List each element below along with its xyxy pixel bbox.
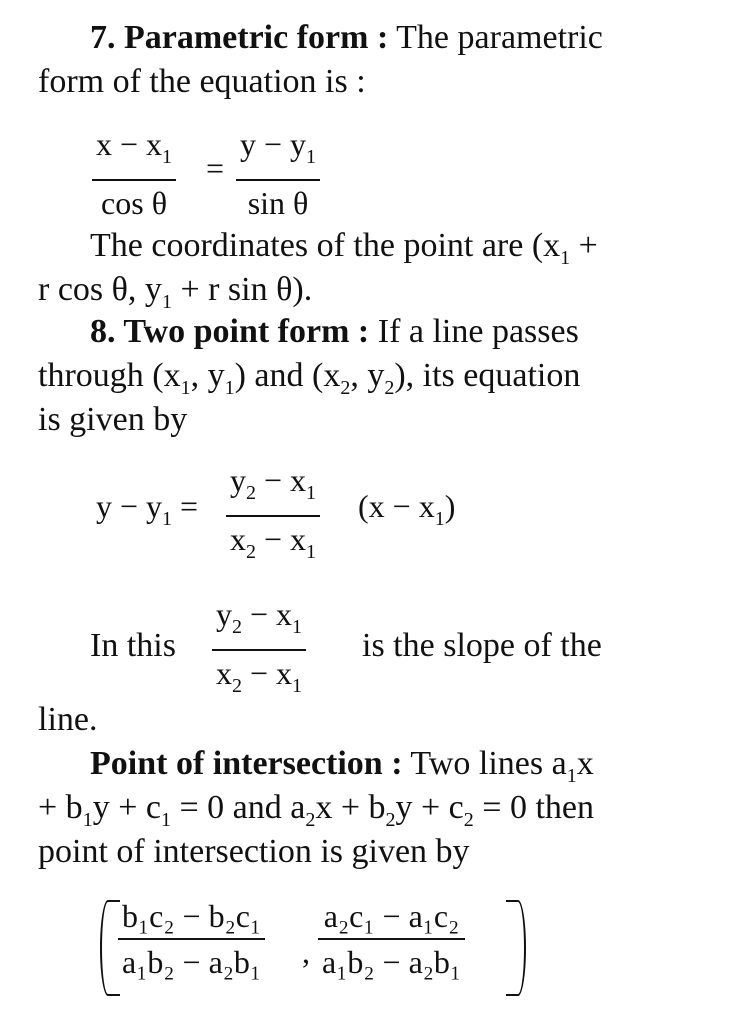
- sec7-line1: [90, 18, 710, 58]
- sec7-coord-line1: The coordinates of the point are ($x_1$ +: [90, 227, 598, 269]
- param-equals: =: [206, 150, 225, 186]
- sec7-intro: The parametric: [388, 19, 603, 56]
- sec7-line2: form of the equation is :: [38, 63, 366, 100]
- poi-line1: Point of intersection : Two lines $a_1x$: [90, 745, 594, 787]
- sec8-line2: through ($x_1$, $y_1$) and ($x_2$, $y_2$), its equation: [38, 357, 581, 399]
- slope-pre: In this: [90, 627, 176, 664]
- twopoint-tail: $(x - x_1)$: [358, 488, 456, 530]
- sec8-line3: is given by: [38, 401, 188, 438]
- param-frac-left: $x - x_1$ cos θ: [92, 126, 176, 221]
- poi-line3: point of intersection is given by: [38, 833, 470, 870]
- poi-heading: Point of intersection :: [90, 745, 403, 782]
- poi-line2: + $b_1y + c_1 = 0$ and $a_2x + b_2y + c_2 = 0$ then: [38, 789, 594, 831]
- slope-end: line.: [38, 701, 98, 738]
- paren-left: [100, 900, 120, 996]
- poi-comma: ,: [302, 934, 310, 970]
- paren-right: [506, 900, 526, 996]
- twopoint-frac: $y_2 - x_1$ $x_2 - x_1$: [226, 462, 320, 570]
- slope-frac: $y_2 - x_1$ $x_2 - x_1$: [212, 596, 306, 704]
- sec7-heading: 7. Parametric form :: [90, 19, 389, 56]
- twopoint-lhs: $y - y_1$ =: [96, 488, 199, 530]
- slope-post: is the slope of the: [362, 627, 602, 664]
- param-frac-right: $y - y_1$ sin θ: [236, 126, 320, 221]
- poi-frac-y: a₂c₁ − a₁c₂ a₁b₂ − a₂b₁: [318, 898, 465, 980]
- sec7-coord-line2: r cos θ, $y_1 + r$ sin θ).: [38, 271, 313, 313]
- sec8-heading: 8. Two point form :: [90, 313, 370, 350]
- poi-frac-x: b₁c₂ − b₂c₁ a₁b₂ − a₂b₁: [118, 898, 265, 980]
- sec8-line1: 8. Two point form : If a line passes: [90, 313, 579, 350]
